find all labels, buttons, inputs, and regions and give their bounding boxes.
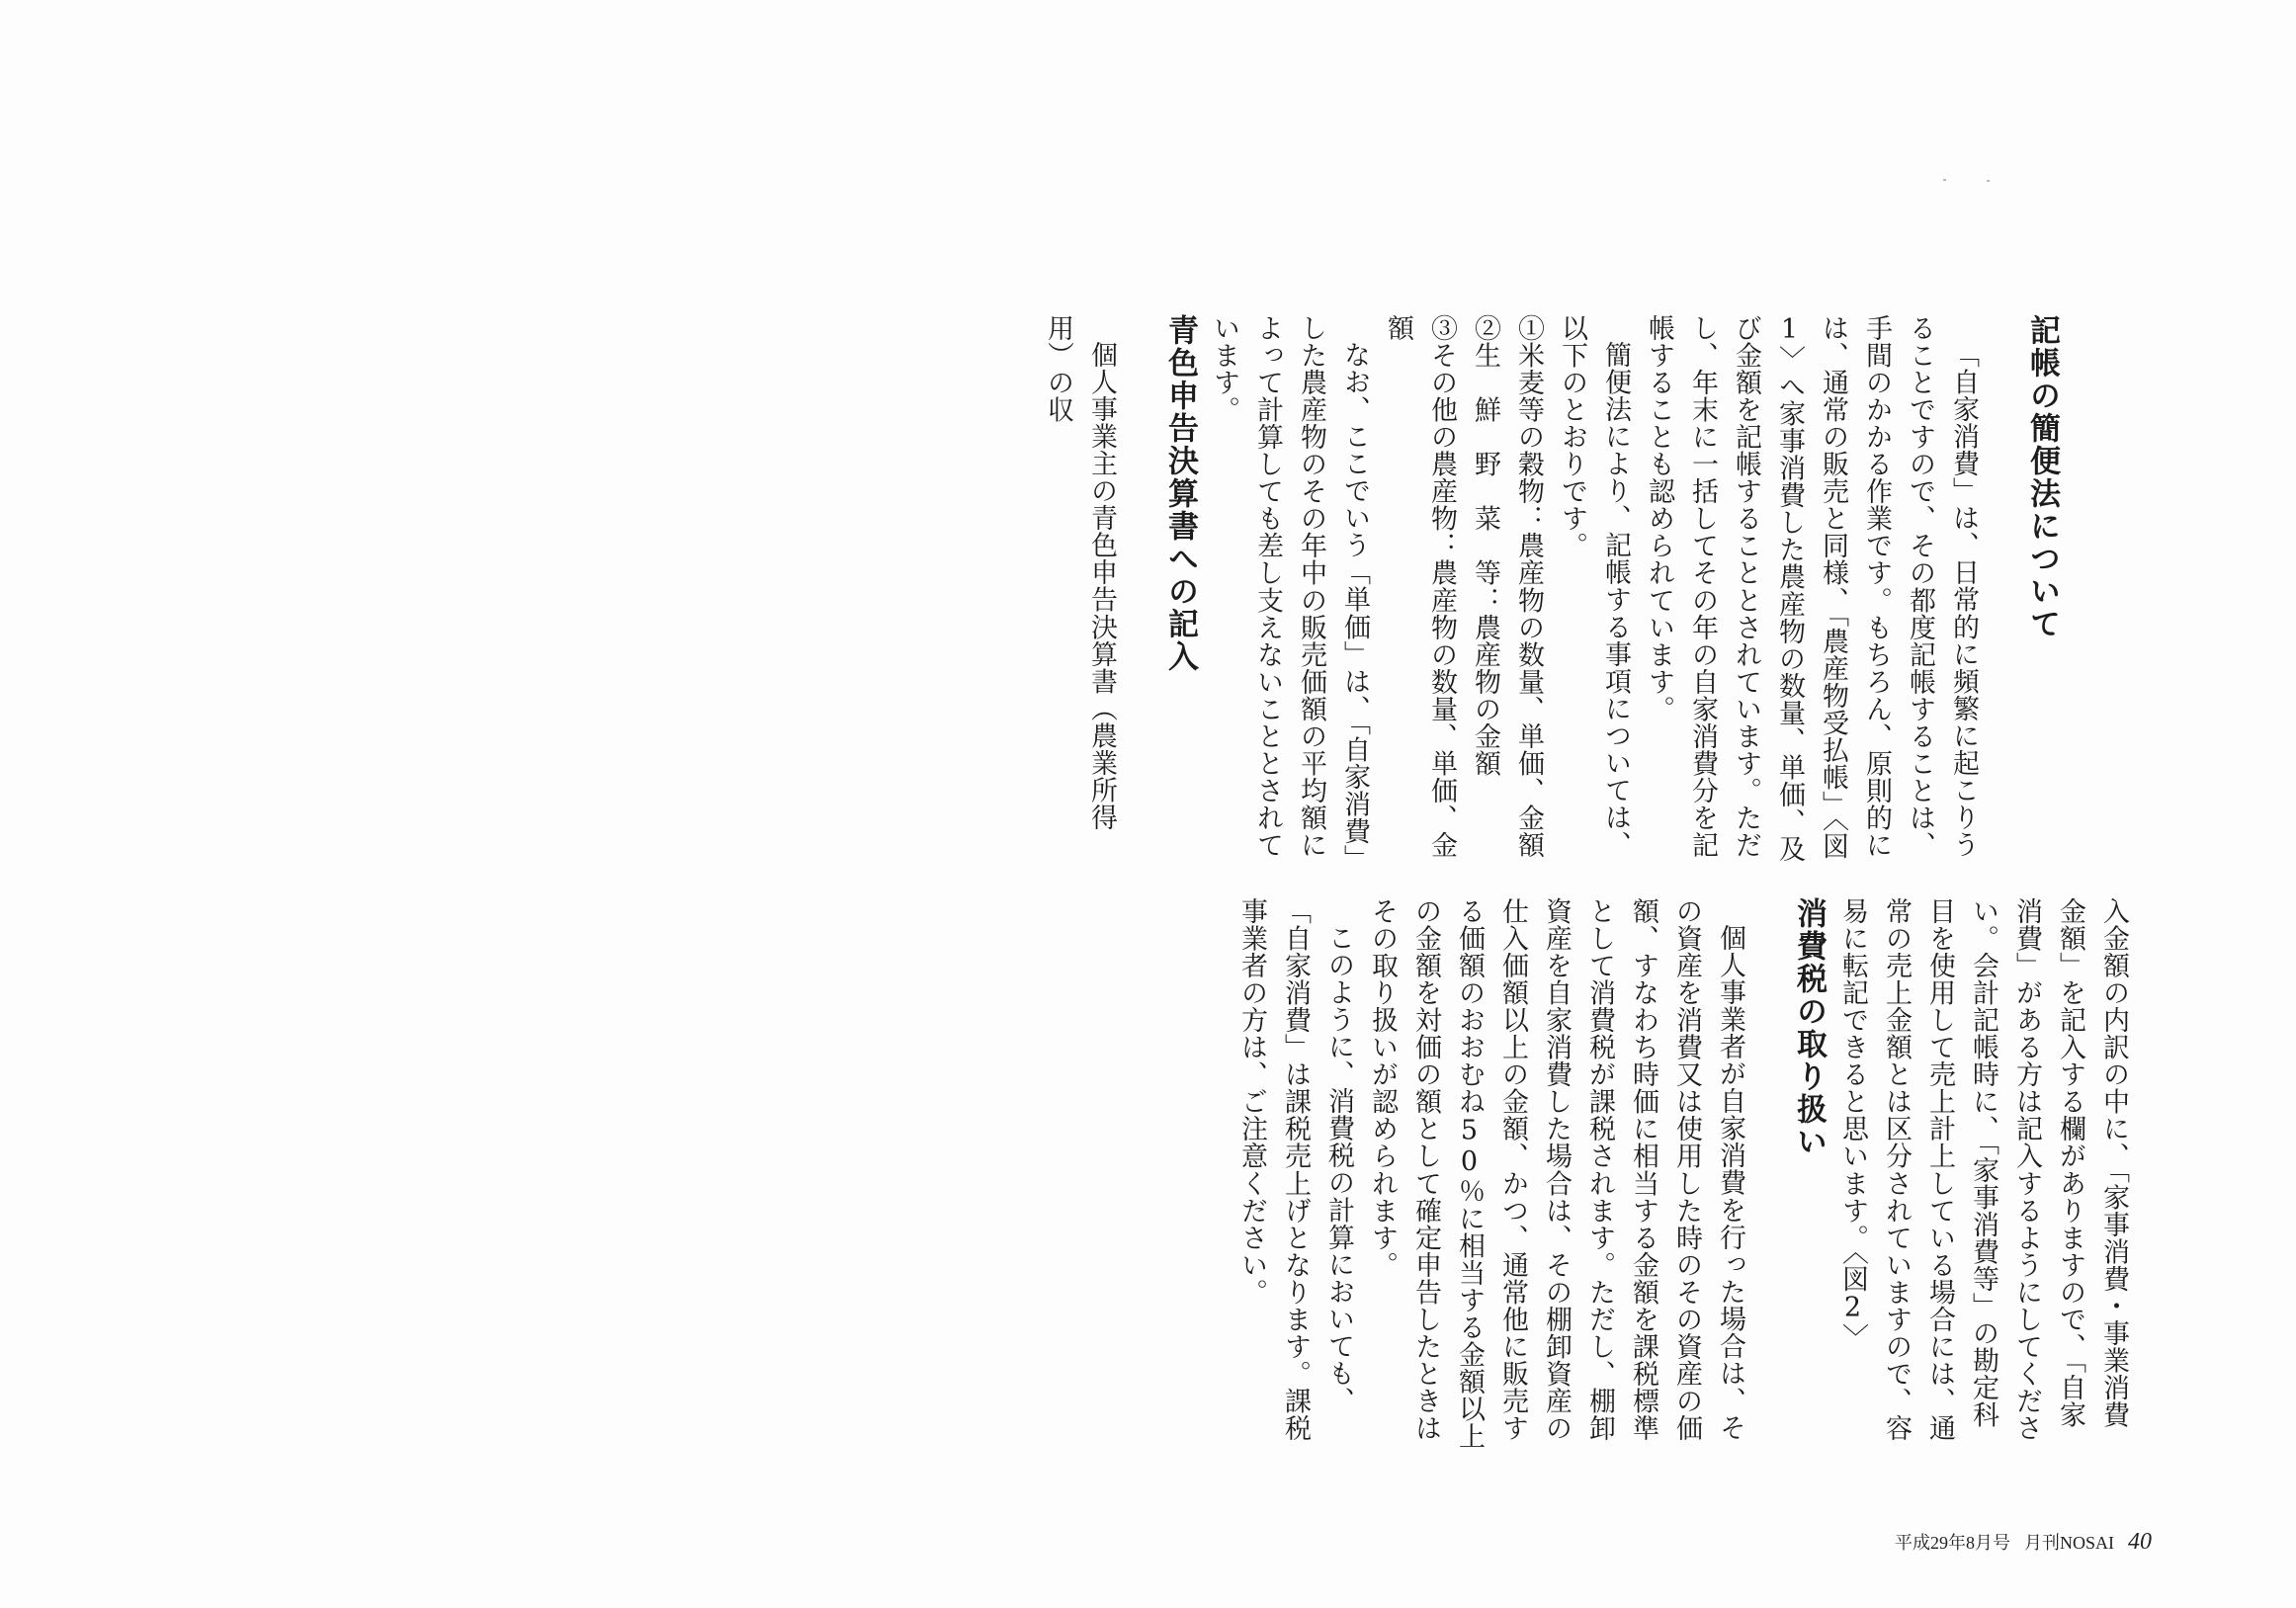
list-item-vegetables: ②生 鮮 野 菜 等：農産物の金額 bbox=[1470, 314, 1500, 778]
paragraph-caution: このように、消費税の計算においても、「自家消費」は課税売上げとなります。課税事業者の方は、ご注意ください。 bbox=[1236, 897, 1354, 1442]
footer-issue: 平成29年8月号 bbox=[1894, 1533, 2010, 1553]
list-item-grains: ①米麦等の穀物：農産物の数量、単価、金額 bbox=[1513, 314, 1544, 859]
heading-blue-return: 青色申告決算書への記入 bbox=[1162, 314, 1198, 673]
lower-text-block bbox=[1230, 897, 2135, 1451]
paragraph-simplified-method: 簡便法により、記帳する事項については、以下のとおりです。 bbox=[1557, 314, 1631, 859]
heading-simplified-bookkeeping: 記帳の簡便法について bbox=[2024, 314, 2060, 640]
page-footer bbox=[1895, 1529, 2152, 1556]
list-item-other-products: ③その他の農産物：農産物の数量、単価、金額 bbox=[1383, 314, 1457, 859]
paragraph-blue-return-continued: 入金額の内訳の中に、「家事消費・事業消費金額」を記入する欄がありますので、「自家消費」がある方は記入するようにしてください。会計記帳時に、「家事消費等」の勘定科目を使用して売上計上している場合には、通常の売上金額とは区分されていますので、容易に転記できると思います。〈図2〉 bbox=[1837, 897, 2129, 1442]
item-list bbox=[1376, 314, 1550, 868]
scan-speck bbox=[1987, 180, 1990, 182]
heading-consumption-tax: 消費税の取り扱い bbox=[1791, 897, 1827, 1158]
footer-magazine-title: 月刊NOSAI bbox=[2023, 1533, 2114, 1553]
paragraph-blue-return-start: 個人事業主の青色申告決算書（農業所得用）の収 bbox=[1043, 314, 1117, 831]
paragraph-self-consumption: 「自家消費」は、日常的に頻繁に起こりうることですので、その都度記帳することは、手間のかかる作業です。もちろん、原則的には、通常の販売と同様、「農産物受払帳」〈図1〉へ家事消費した農産物の数量、単価、及び金額を記帳することとされています。ただし、年末に一括してその年の自家消費分を記帳することも認められています。 bbox=[1644, 314, 1979, 863]
paragraph-consumption-tax: 個人事業者が自家消費を行った場合は、その資産を消費又は使用した時のその資産の価額、すなわち時価に相当する金額を課税標準として消費税が課税されます。ただし、棚卸資産を自家消費した場合は、その棚卸資産の仕入価額以上の金額、かつ、通常他に販売する価額のおおむね50％に相当する金額以上の金額を対価の額として確定申告したときはその取り扱いが認められます。 bbox=[1367, 897, 1745, 1450]
scan-speck bbox=[1943, 179, 1946, 181]
upper-text-block bbox=[1036, 314, 2064, 868]
paragraph-unit-price: なお、ここでいう「単価」は、「自家消費」した農産物のその年中の販売価額の平均額によって計算しても差し支えないこととされています。 bbox=[1209, 314, 1370, 859]
page-number: 40 bbox=[2128, 1529, 2152, 1555]
